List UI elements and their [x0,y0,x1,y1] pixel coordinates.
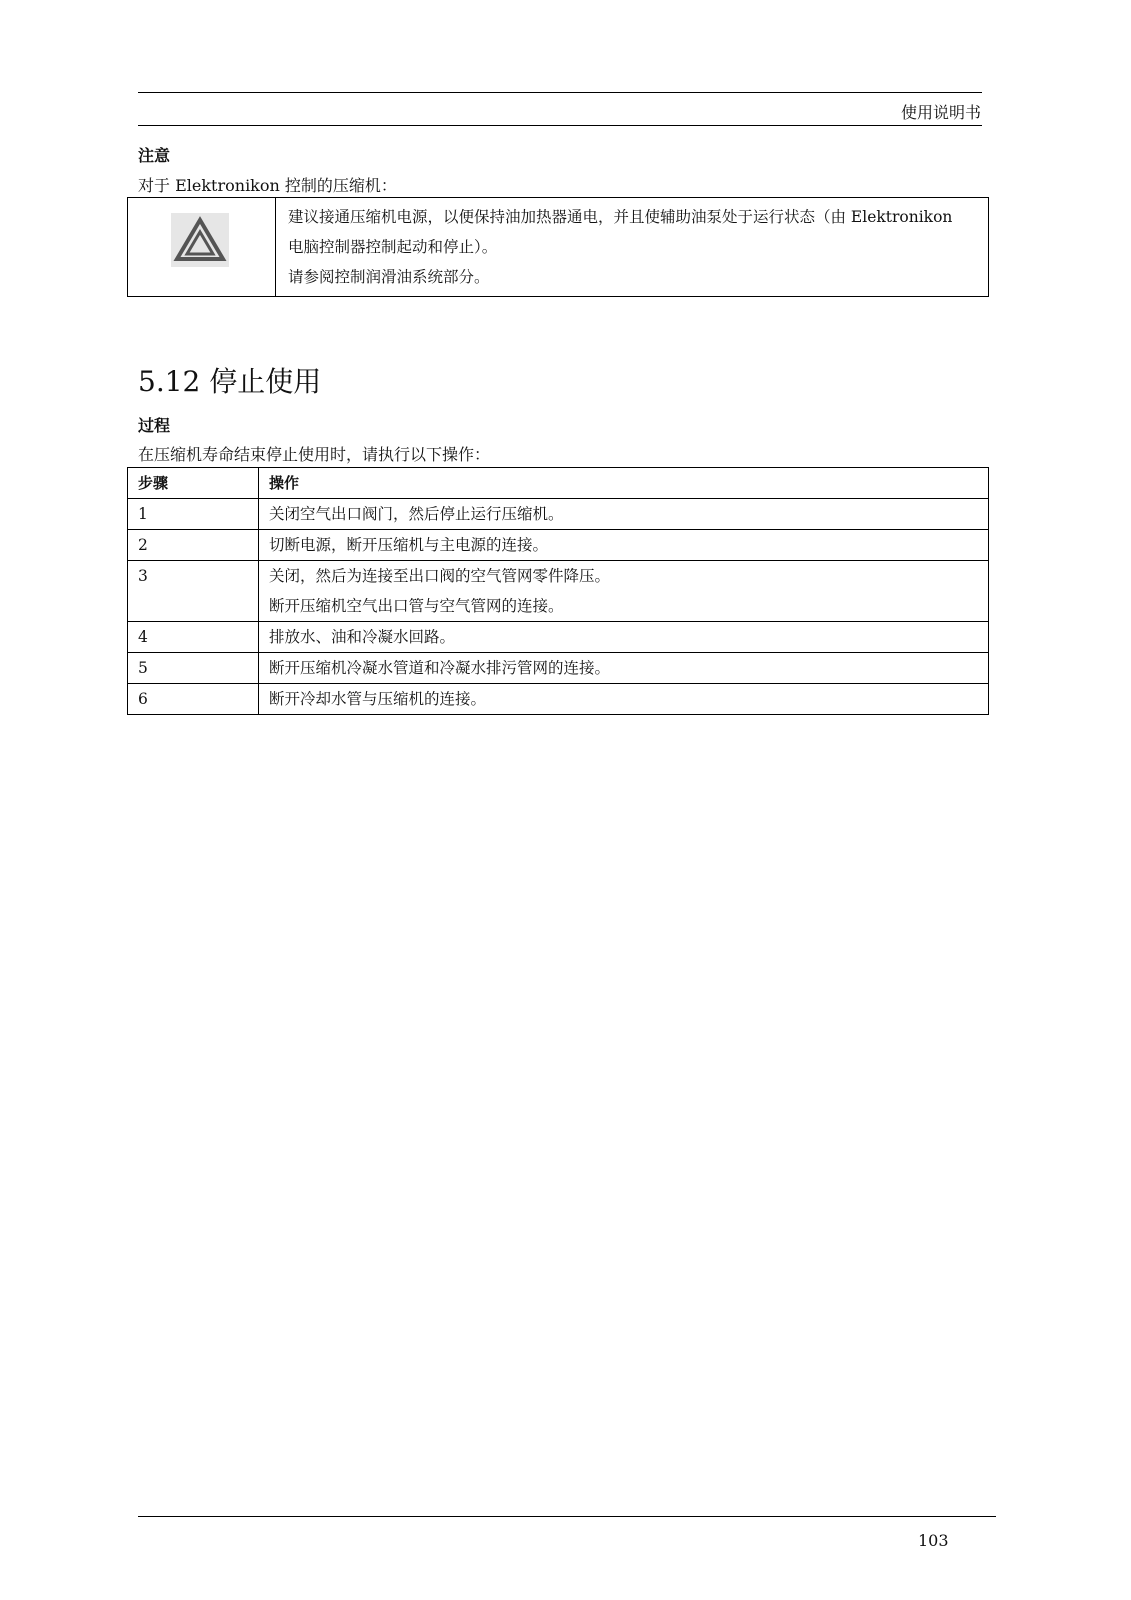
procedure-intro: 在压缩机寿命结束停止使用时，请执行以下操作： [138,445,491,464]
note-line: 建议接通压缩机电源，以便保持油加热器通电，并且使辅助油泵处于运行状态（由 Elektronikon [288,208,953,226]
table-row [128,561,989,622]
steps-table [127,467,989,715]
step-operation [259,622,989,653]
operation-line: 关闭空气出口阀门，然后停止运行压缩机。 [269,505,564,523]
step-operation [259,499,989,530]
warning-triangle-icon [171,213,229,267]
table-row [128,499,989,530]
note-icon-cell [128,198,276,297]
step-operation [259,561,989,622]
operation-line: 排放水、油和冷凝水回路。 [269,628,456,646]
header-rule-top [138,92,982,93]
page-number: 103 [918,1531,949,1550]
step-number: 4 [128,622,259,653]
note-line: 请参阅控制润滑油系统部分。 [288,268,490,286]
footer-rule [138,1516,996,1517]
step-number: 5 [128,653,259,684]
operation-line: 关闭，然后为连接至出口阀的空气管网零件降压。 [269,567,611,585]
table-header-row [128,468,989,499]
operation-line: 断开压缩机空气出口管与空气管网的连接。 [269,597,564,615]
note-table [127,197,989,297]
step-number: 2 [128,530,259,561]
table-row [128,622,989,653]
note-text-cell [276,198,989,297]
step-number: 1 [128,499,259,530]
note-line: 电脑控制器控制起动和停止）。 [288,238,498,256]
column-header-step: 步骤 [128,468,259,499]
note-heading: 注意 [138,146,171,165]
step-operation [259,530,989,561]
table-row [128,530,989,561]
header-title: 使用说明书 [900,103,981,122]
table-row [128,684,989,715]
procedure-heading: 过程 [138,416,171,435]
column-header-operation: 操作 [259,468,989,499]
header-rule-bottom [138,125,982,126]
step-operation [259,653,989,684]
operation-line: 断开压缩机冷凝水管道和冷凝水排污管网的连接。 [269,659,611,677]
step-number: 3 [128,561,259,622]
step-operation [259,684,989,715]
note-intro: 对于 Elektronikon 控制的压缩机： [138,176,397,195]
step-number: 6 [128,684,259,715]
note-row [128,198,989,297]
operation-line: 断开冷却水管与压缩机的连接。 [269,690,487,708]
table-row [128,653,989,684]
section-title: 5.12 停止使用 [138,365,322,398]
operation-line: 切断电源，断开压缩机与主电源的连接。 [269,536,549,554]
